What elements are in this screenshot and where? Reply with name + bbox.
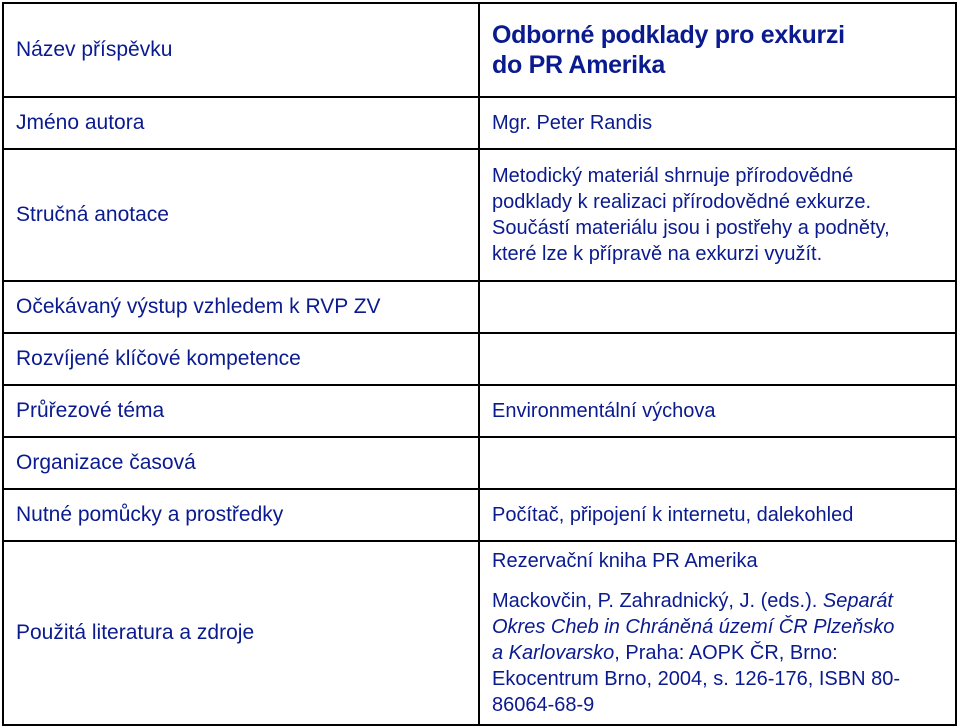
value-tema: Environmentální výchova	[479, 385, 956, 437]
literature-item-1: Rezervační kniha PR Amerika	[492, 550, 758, 572]
label-pomucky: Nutné pomůcky a prostředky	[3, 489, 479, 541]
row-autor	[3, 97, 956, 149]
literature-publisher: , Praha: AOPK ČR, Brno:	[614, 642, 838, 664]
literature-item-2-line: Ekocentrum Brno, 2004, s. 126-176, ISBN 80-	[492, 668, 900, 690]
row-kompetence	[3, 333, 956, 385]
label-tema: Průřezové téma	[3, 385, 479, 437]
title-line-2: do PR Amerika	[492, 51, 666, 79]
literature-item-2-line	[492, 588, 945, 614]
worksheet-table	[2, 2, 957, 726]
literature-title: a Karlovarsko	[492, 642, 615, 664]
row-nazev	[3, 3, 956, 97]
value-nazev	[479, 3, 956, 97]
label-literatura: Použitá literatura a zdroje	[3, 541, 479, 725]
value-organizace	[479, 437, 956, 489]
value-literatura	[479, 541, 956, 725]
literature-authors: Mackovčin, P. Zahradnický, J. (eds.).	[492, 590, 823, 612]
value-pomucky: Počítač, připojení k internetu, dalekohled	[479, 489, 956, 541]
literature-item-2-line	[492, 640, 945, 666]
row-vystup	[3, 281, 956, 333]
label-autor: Jméno autora	[3, 97, 479, 149]
value-autor: Mgr. Peter Randis	[479, 97, 956, 149]
title-line-1: Odborné podklady pro exkurzi	[492, 21, 845, 49]
literature-item-2-line	[492, 614, 945, 640]
value-vystup	[479, 281, 956, 333]
anotace-line: Součástí materiálu jsou i postřehy a podněty,	[492, 217, 890, 239]
value-anotace	[479, 149, 956, 281]
literature-title: Separát	[822, 590, 893, 612]
literature-item-2-line: 86064-68-9	[492, 694, 595, 716]
row-anotace	[3, 149, 956, 281]
label-nazev: Název příspěvku	[3, 3, 479, 97]
anotace-line: Metodický materiál shrnuje přírodovědné	[492, 165, 854, 187]
row-literatura	[3, 541, 956, 725]
value-kompetence	[479, 333, 956, 385]
label-vystup: Očekávaný výstup vzhledem k RVP ZV	[3, 281, 479, 333]
literature-title: Okres Cheb in Chráněná území ČR Plzeňsko	[492, 616, 895, 638]
row-tema	[3, 385, 956, 437]
row-organizace	[3, 437, 956, 489]
row-pomucky	[3, 489, 956, 541]
label-organizace: Organizace časová	[3, 437, 479, 489]
anotace-line: podklady k realizaci přírodovědné exkurze.	[492, 191, 872, 213]
anotace-line: které lze k přípravě na exkurzi využít.	[492, 243, 823, 265]
label-anotace: Stručná anotace	[3, 149, 479, 281]
label-kompetence: Rozvíjené klíčové kompetence	[3, 333, 479, 385]
